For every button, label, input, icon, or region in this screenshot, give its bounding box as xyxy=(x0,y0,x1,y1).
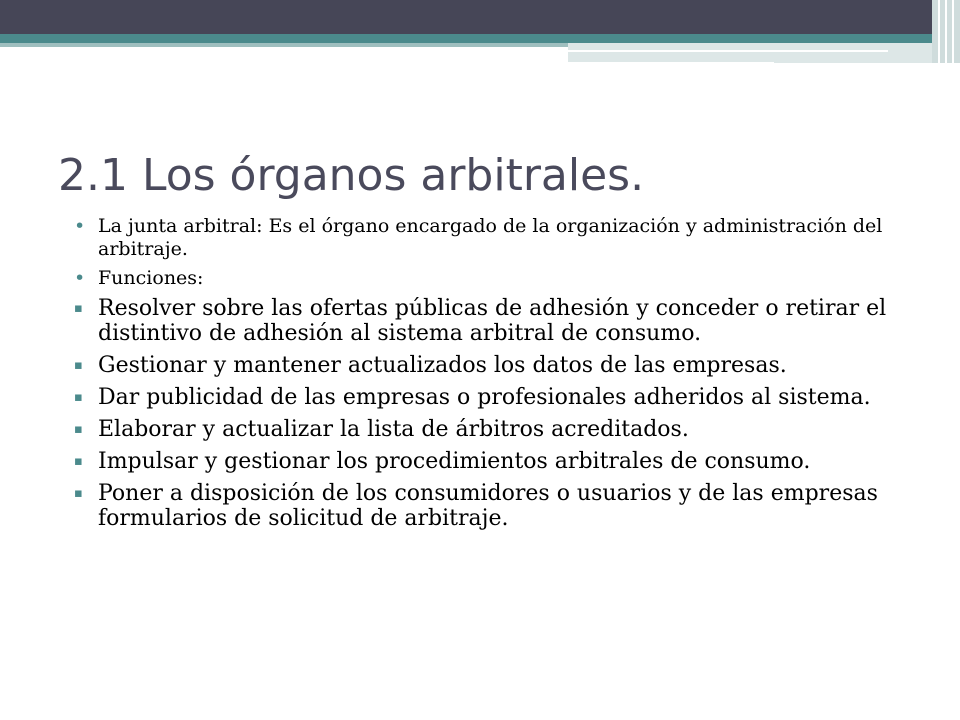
bullet-dot-icon: • xyxy=(74,267,86,289)
bullet-text: Elaborar y actualizar la lista de árbitros acreditados. xyxy=(98,417,689,442)
bullet-dot-icon: • xyxy=(74,215,86,237)
bullet-text: La junta arbitral: Es el órgano encargado de la organización y administración del arbitraje. xyxy=(98,215,883,260)
bullet-item xyxy=(74,481,904,531)
bullet-list xyxy=(74,215,904,538)
bullet-square-icon: ▪ xyxy=(74,301,83,316)
bullet-square-icon: ▪ xyxy=(74,358,83,373)
bullet-item xyxy=(74,449,904,474)
bullet-item xyxy=(74,296,904,346)
banner-vertical-line xyxy=(945,0,947,63)
banner-step-stripe xyxy=(568,43,960,63)
bullet-text: Poner a disposición de los consumidores o usuarios y de las empresas formularios de solicitud de arbitraje. xyxy=(98,481,878,531)
bullet-text: Dar publicidad de las empresas o profesionales adheridos al sistema. xyxy=(98,385,871,410)
banner-dark-band xyxy=(0,0,960,34)
bullet-item xyxy=(74,417,904,442)
banner-teal-band xyxy=(0,34,960,43)
banner-vertical-line xyxy=(952,0,954,63)
bullet-square-icon: ▪ xyxy=(74,390,83,405)
banner-right-block xyxy=(932,0,960,63)
bullet-text: Gestionar y mantener actualizados los datos de las empresas. xyxy=(98,353,787,378)
banner-light-stripe xyxy=(0,43,568,47)
bullet-item xyxy=(74,215,904,261)
banner-line xyxy=(568,62,774,64)
bullet-square-icon: ▪ xyxy=(74,422,83,437)
bullet-item xyxy=(74,353,904,378)
slide-title: 2.1 Los órganos arbitrales. xyxy=(58,150,645,201)
bullet-text: Funciones: xyxy=(98,267,204,289)
bullet-text: Impulsar y gestionar los procedimientos arbitrales de consumo. xyxy=(98,449,811,474)
banner-vertical-line xyxy=(938,0,940,63)
bullet-item xyxy=(74,267,904,290)
bullet-item xyxy=(74,385,904,410)
banner-line xyxy=(568,50,888,52)
bullet-square-icon: ▪ xyxy=(74,486,83,501)
bullet-text: Resolver sobre las ofertas públicas de adhesión y conceder o retirar el distintivo de adhesión al sistema arbitral de consumo. xyxy=(98,296,887,346)
bullet-square-icon: ▪ xyxy=(74,454,83,469)
